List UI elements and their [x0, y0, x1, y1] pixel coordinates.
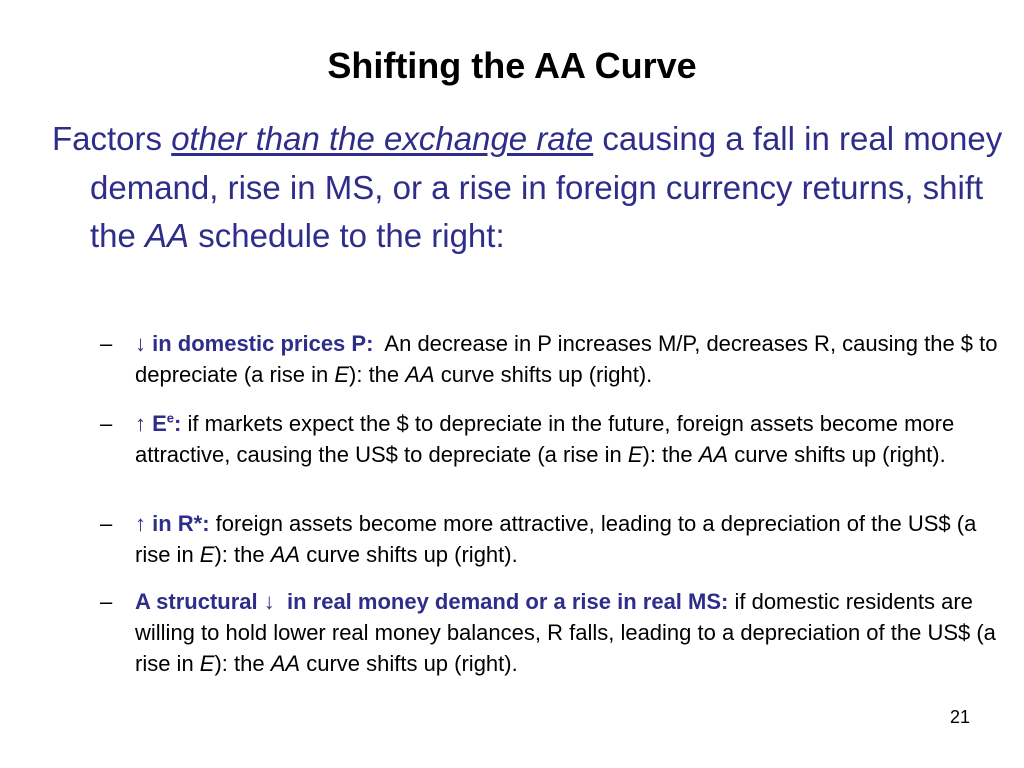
bullet-text-3: curve shifts up (right).	[300, 542, 518, 567]
bullet-text-2: ): the	[214, 651, 271, 676]
bullet-text-3: curve shifts up (right).	[434, 362, 653, 387]
page-number: 21	[949, 707, 970, 727]
intro-text-2: causing a fall in real money demand, rise in MS, or a rise in foreign currency returns, shift the	[90, 120, 1003, 254]
bullet-e: E	[199, 542, 215, 567]
bullet-text-3: curve shifts up (right).	[300, 651, 518, 676]
bullet-text-2: ): the	[349, 362, 406, 387]
bullet-dash: –	[100, 331, 113, 356]
intro-underlined-phrase: other than the exchange rate	[171, 120, 594, 157]
bullet-text-1: if markets expect the $ to depreciate in the future, foreign assets become more attractive, causing the US$ to depreciate (a rise in	[135, 411, 955, 467]
bullet-lead: ↑ in R*:	[135, 511, 210, 536]
bullet-aa: AA	[698, 442, 729, 467]
bullet-dash: –	[100, 411, 113, 436]
bullet-e: E	[627, 442, 643, 467]
bullet-item-foreign-interest-rate	[100, 508, 1000, 570]
bullet-aa: AA	[270, 651, 301, 676]
intro-text-3: schedule to the right:	[189, 217, 505, 254]
intro-text-1: Factors	[52, 120, 172, 157]
bullet-text-2: ): the	[214, 542, 271, 567]
bullet-e: E	[334, 362, 350, 387]
intro-aa: AA	[145, 217, 190, 254]
intro-paragraph	[52, 115, 1010, 261]
bullet-dash: –	[100, 511, 113, 536]
bullet-lead: ↓ in domestic prices P:	[135, 331, 374, 356]
slide-title: Shifting the AA Curve	[327, 45, 697, 86]
bullet-item-structural-money-demand	[100, 586, 1000, 679]
bullet-e: E	[199, 651, 215, 676]
bullet-aa: AA	[270, 542, 301, 567]
bullet-text-1: if domestic residents are willing to hold lower real money balances, R falls, leading to a depreciation of the US$ (a rise in	[135, 589, 996, 676]
bullet-text-1: foreign assets become more attractive, leading to a depreciation of the US$ (a rise in	[135, 511, 977, 567]
bullet-lead: A structural ↓ in real money demand or a rise in real MS:	[135, 589, 729, 614]
bullet-text-1: An decrease in P increases M/P, decreases R, causing the $ to depreciate (a rise in	[135, 331, 998, 387]
bullet-text-3: curve shifts up (right).	[728, 442, 946, 467]
bullet-lead	[135, 411, 181, 436]
bullet-item-expected-exchange-rate	[100, 408, 1000, 470]
bullet-lead-text: ↑ E	[135, 411, 167, 436]
bullet-text-2: ): the	[642, 442, 699, 467]
bullet-dash: –	[100, 589, 113, 614]
bullet-item-domestic-prices	[100, 328, 1000, 390]
bullet-aa: AA	[405, 362, 435, 387]
bullet-lead-colon: :	[174, 411, 182, 436]
bullet-lead-superscript: e	[166, 410, 175, 426]
